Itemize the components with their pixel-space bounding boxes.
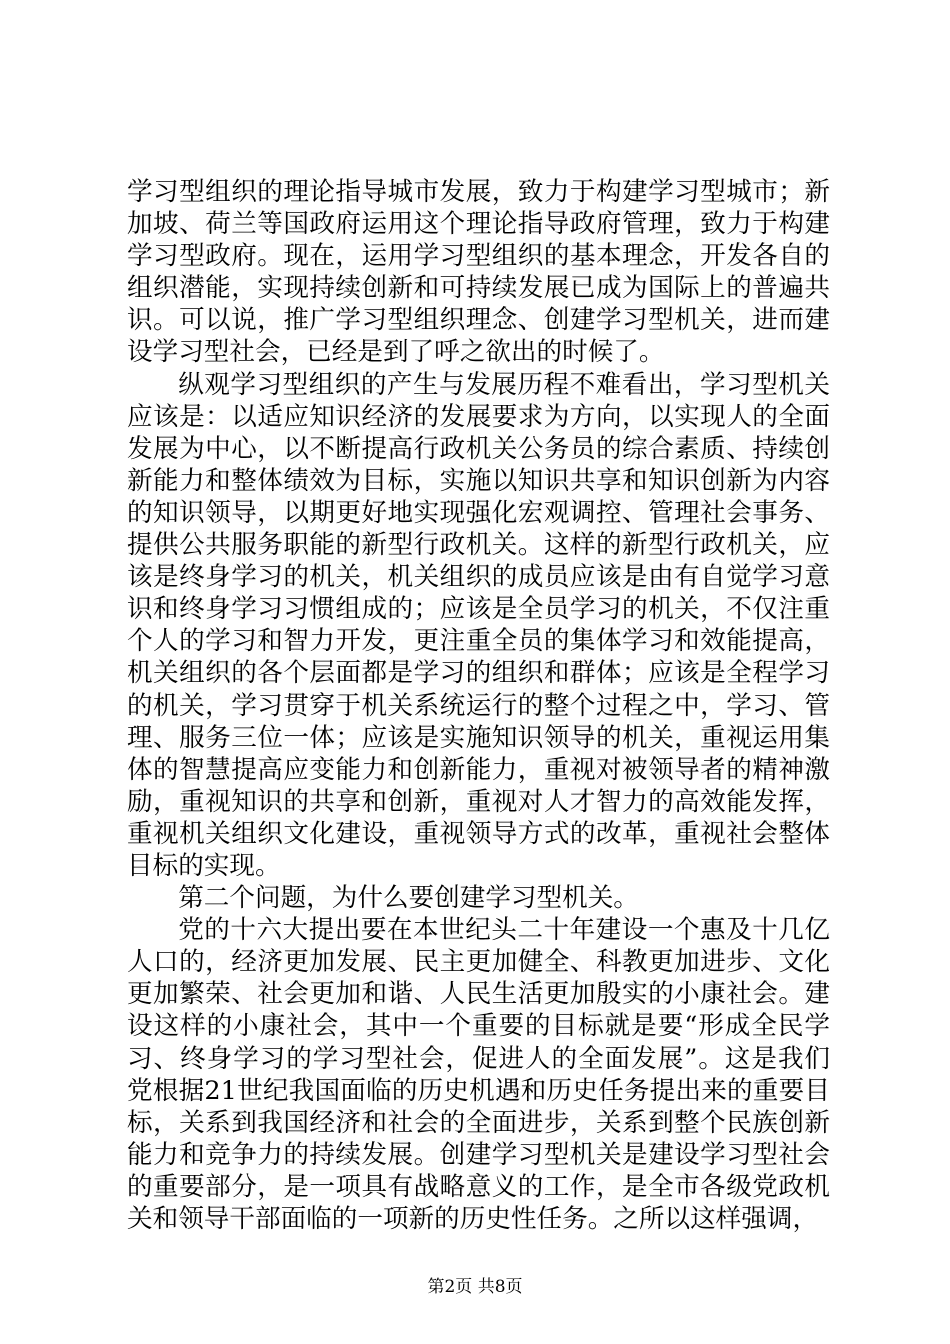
paragraph-4: 党的十六大提出要在本世纪头二十年建设一个惠及十几亿人口的，经济更加发展、民主更加健全、科教更加进步、文化更加繁荣、社会更加和谐、人民生活更加殷实的小康社会。建设这样的小康社会，其中一个重要的目标就是要“形成全民学习、终身学习的学习型社会，促进人的全面发展”。这是我们党根据21世纪我国面临的历史机遇和历史任务提出来的重要目标，关系到我国经济和社会的全面进步，关系到整个民族创新能力和竞争力的持续发展。创建学习型机关是建设学习型社会的重要部分，是一项具有战略意义的工作，是全市各级党政机关和领导干部面临的一项新的历史性任务。之所以这样强调，: [127, 915, 830, 1234]
paragraph-3-heading: 第二个问题，为什么要创建学习型机关。: [178, 883, 639, 914]
paragraph-1: 学习型组织的理论指导城市发展，致力于构建学习型城市；新加坡、荷兰等国政府运用这个理论指导政府管理，致力于构建学习型政府。现在，运用学习型组织的基本理念，开发各自的组织潜能，实现持续创新和可持续发展已成为国际上的普遍共识。可以说，推广学习型组织理念、创建学习型机关，进而建设学习型社会，已经是到了呼之欲出的时候了。: [127, 177, 830, 368]
page-footer: 第2页 共8页: [427, 1277, 523, 1297]
paragraph-2: 纵观学习型组织的产生与发展历程不难看出，学习型机关应该是：以适应知识经济的发展要求为方向，以实现人的全面发展为中心，以不断提高行政机关公务员的综合素质、持续创新能力和整体绩效为目标，实施以知识共享和知识创新为内容的知识领导，以期更好地实现强化宏观调控、管理社会事务、提供公共服务职能的新型行政机关。这样的新型行政机关，应该是终身学习的机关，机关组织的成员应该是由有自觉学习意识和终身学习习惯组成的；应该是全员学习的机关，不仅注重个人的学习和智力开发，更注重全员的集体学习和效能提高，机关组织的各个层面都是学习的组织和群体；应该是全程学习的机关，学习贯穿于机关系统运行的整个过程之中，学习、管理、服务三位一体；应该是实施知识领导的机关，重视运用集体的智慧提高应变能力和创新能力，重视对被领导者的精神激励，重视知识的共享和创新，重视对人才智力的高效能发挥，重视机关组织文化建设，重视领导方式的改革，重视社会整体目标的实现。: [127, 369, 830, 881]
document-body: [127, 176, 830, 1235]
